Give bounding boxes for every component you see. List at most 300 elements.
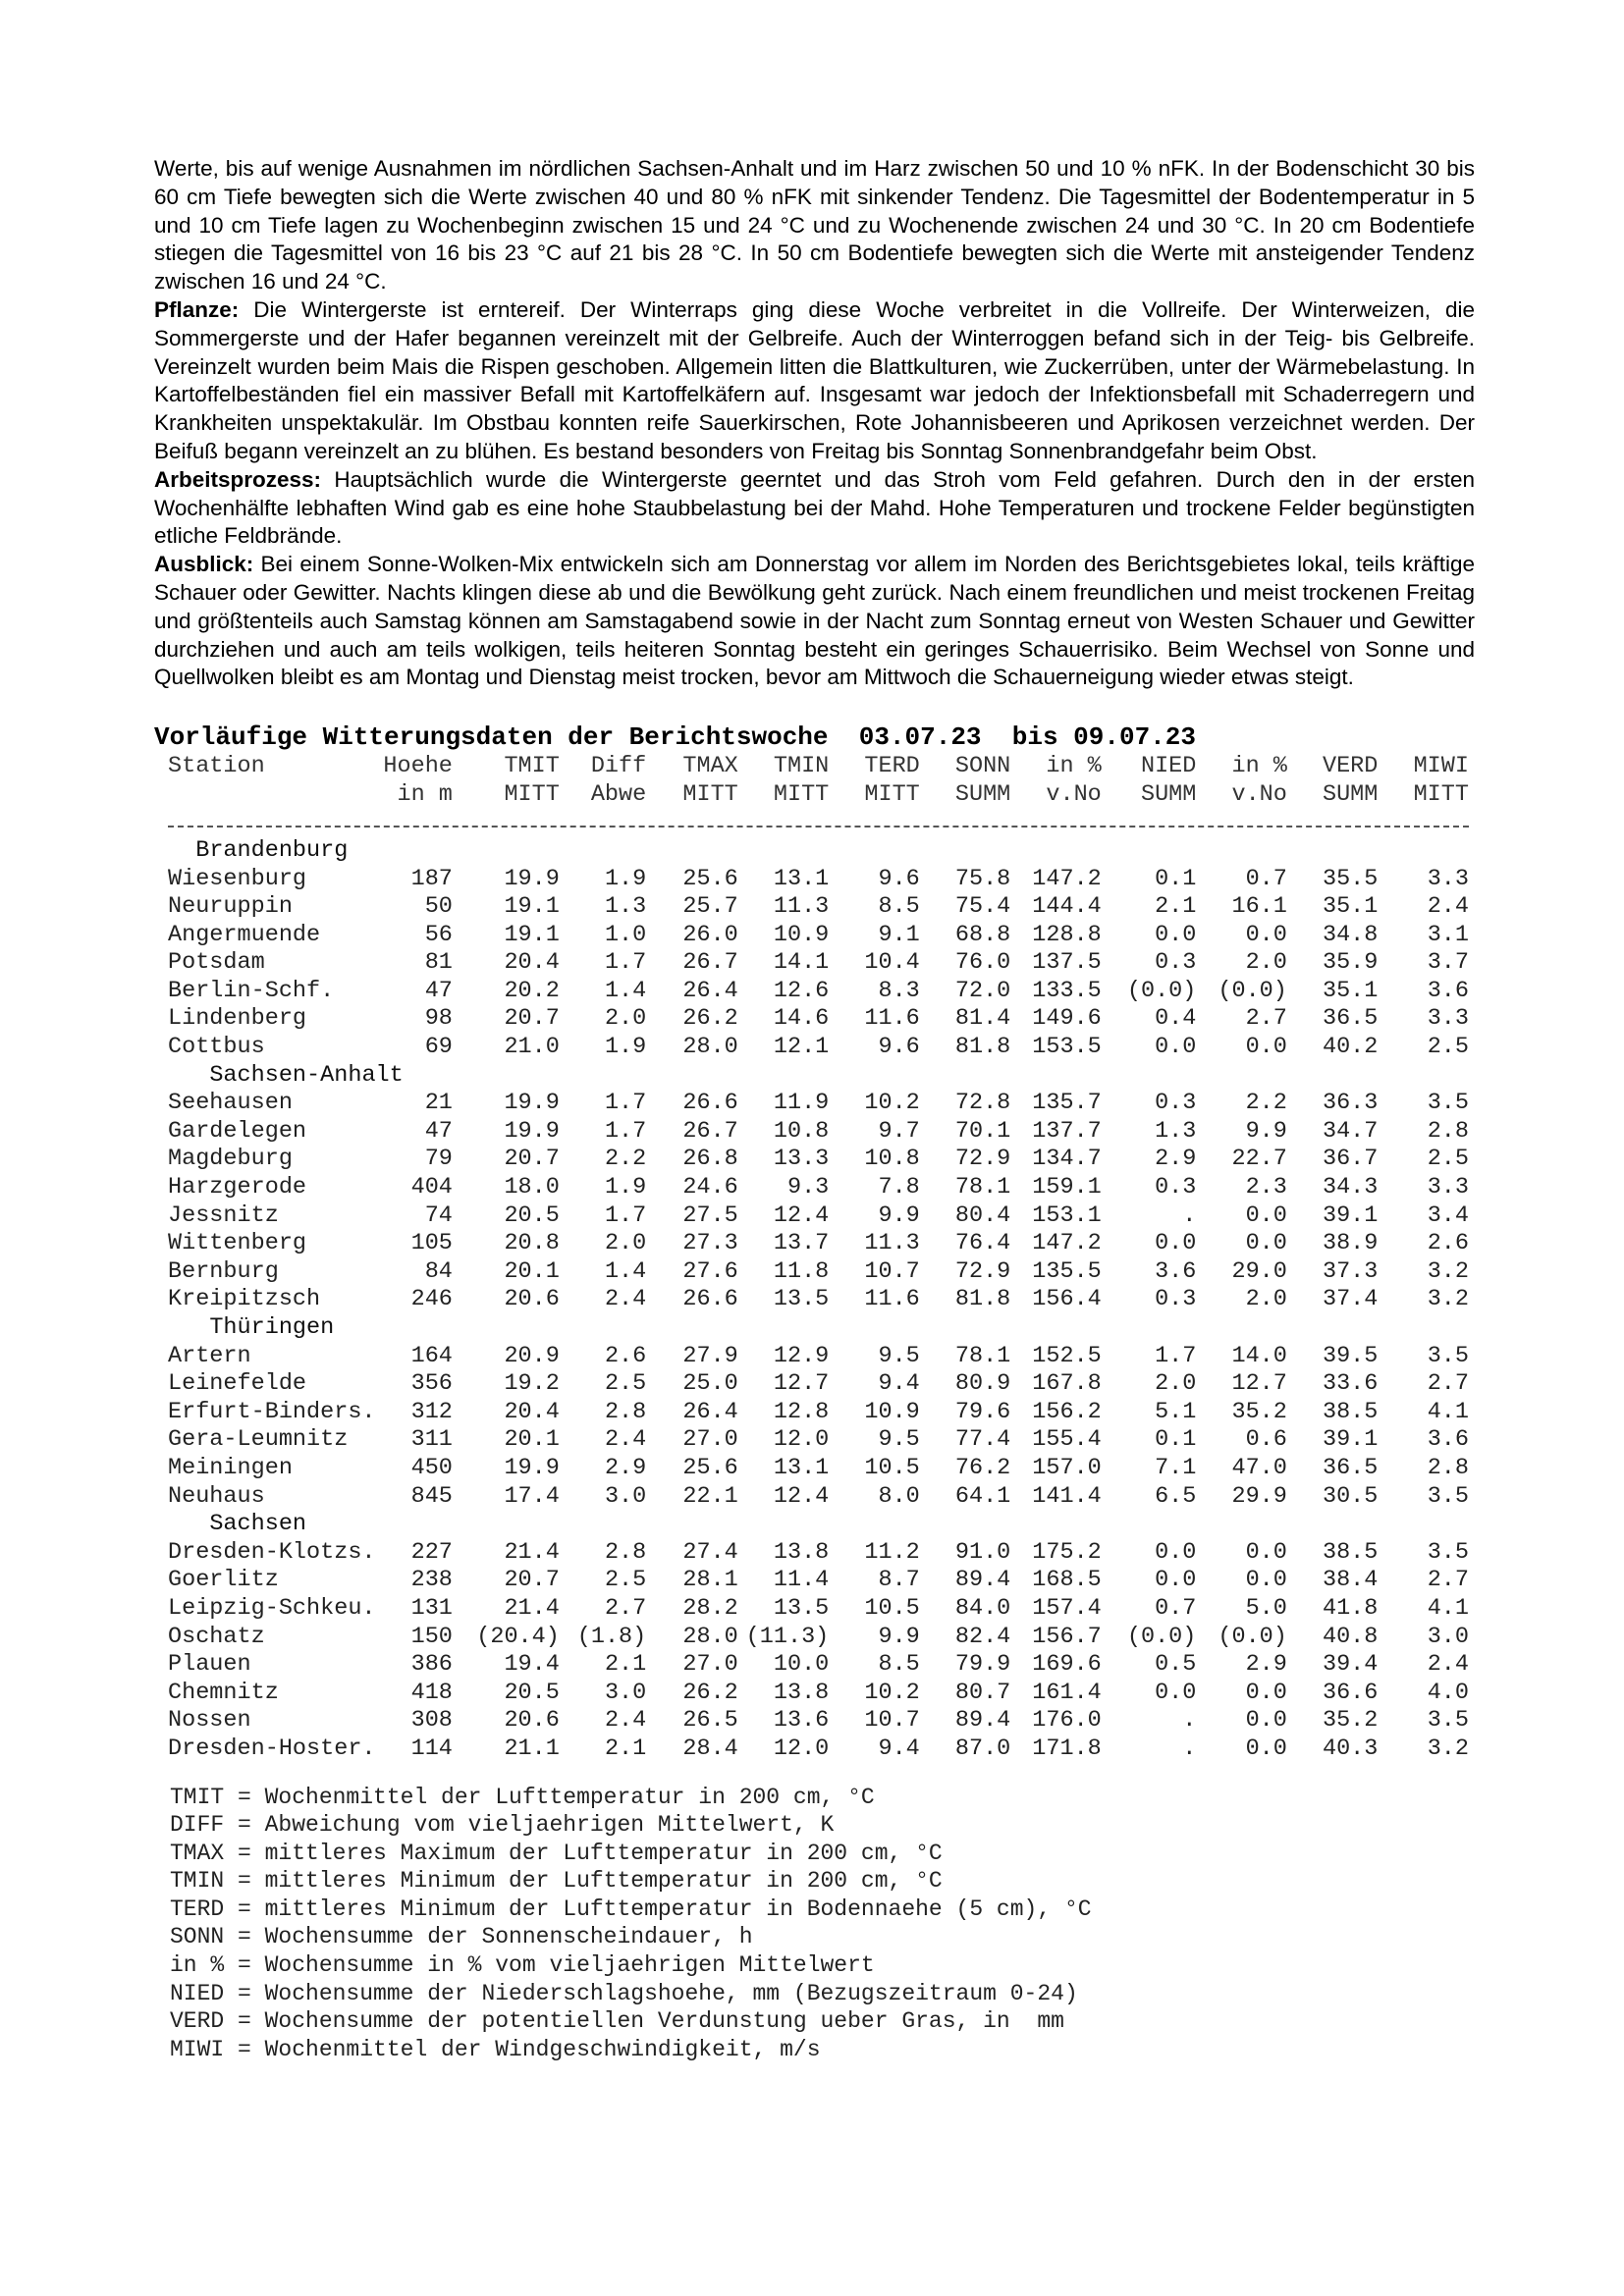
region-name (168, 1511, 1469, 1539)
table-cell: 149.6 (1032, 1005, 1102, 1033)
table-cell: 2.4 (604, 1286, 647, 1313)
table-cell: 26.8 (682, 1146, 738, 1173)
table-cell: 69 (424, 1034, 453, 1061)
table-cell: 1.4 (604, 977, 647, 1004)
table-cell: 7.1 (1155, 1454, 1197, 1481)
table-cell: 12.7 (773, 1370, 830, 1398)
table-cell: 10.5 (864, 1454, 920, 1481)
table-row (168, 1370, 1469, 1399)
table-cell: 10.5 (864, 1594, 920, 1622)
station-name: Berlin-Schf. (168, 977, 335, 1004)
table-cell: 19.1 (504, 921, 560, 948)
table-cell: 153.1 (1032, 1201, 1102, 1229)
table-cell: (0.0) (1218, 977, 1287, 1004)
table-cell: 36.5 (1322, 1005, 1379, 1033)
table-cell: 79.6 (954, 1398, 1011, 1425)
table-row (168, 1202, 1469, 1231)
table-cell: 26.6 (682, 1090, 738, 1117)
station-name: Plauen (168, 1651, 251, 1679)
table-cell: 0.3 (1155, 1174, 1197, 1201)
table-cell: 105 (410, 1230, 453, 1257)
table-cell: 3.0 (1427, 1623, 1469, 1650)
table-cell: 0.3 (1155, 1090, 1197, 1117)
table-cell: 79.9 (954, 1651, 1011, 1679)
table-cell: 0.0 (1245, 1538, 1287, 1566)
table-row (168, 978, 1469, 1006)
table-cell: 77.4 (954, 1426, 1011, 1454)
table-cell: 10.9 (864, 1398, 920, 1425)
table-cell: 10.8 (773, 1117, 830, 1145)
column-header: SUMM (1322, 780, 1379, 808)
table-cell: 78.1 (954, 1174, 1011, 1201)
column-header (168, 781, 381, 810)
table-cell: 41.8 (1322, 1594, 1379, 1622)
column-header: MITT (773, 780, 830, 808)
table-row (168, 1034, 1469, 1062)
table-header-row (168, 781, 1469, 810)
table-cell: 20.1 (504, 1257, 560, 1285)
table-cell: 47 (424, 1117, 453, 1145)
table-cell: 1.0 (604, 921, 647, 948)
table-cell: 13.5 (773, 1594, 830, 1622)
table-cell: 9.6 (878, 865, 920, 892)
table-cell: 238 (410, 1567, 453, 1594)
table-cell: 845 (410, 1482, 453, 1510)
table-cell: 78.1 (954, 1342, 1011, 1369)
table-cell: 8.0 (878, 1482, 920, 1510)
table-row (168, 1426, 1469, 1455)
table-cell: 404 (410, 1174, 453, 1201)
table-cell: 20.8 (504, 1230, 560, 1257)
legend-item: TMIN = mittleres Minimum der Lufttemperatur in 200 cm, °C (170, 1868, 943, 1895)
table-cell: 12.1 (773, 1034, 830, 1061)
table-cell: 9.9 (1245, 1117, 1287, 1145)
table-cell: 2.5 (1427, 1146, 1469, 1173)
table-cell: 20.4 (504, 949, 560, 977)
table-cell: 21.4 (504, 1538, 560, 1566)
table-cell: 33.6 (1322, 1370, 1379, 1398)
table-cell: 161.4 (1032, 1679, 1102, 1706)
table-cell: 81.8 (954, 1034, 1011, 1061)
table-cell: 13.8 (773, 1538, 830, 1566)
table-cell: 0.0 (1155, 1679, 1197, 1706)
table-cell: 2.8 (604, 1398, 647, 1425)
table-row (168, 893, 1469, 922)
table-cell: 40.2 (1322, 1034, 1379, 1061)
table-cell: 20.7 (504, 1567, 560, 1594)
region-label: Brandenburg (195, 836, 349, 864)
table-cell: 0.0 (1245, 1707, 1287, 1735)
table-cell: 386 (410, 1651, 453, 1679)
table-row (168, 866, 1469, 894)
table-cell: 11.9 (773, 1090, 830, 1117)
region-label: Sachsen-Anhalt (209, 1061, 404, 1089)
column-header: MITT (864, 780, 920, 808)
table-cell: 34.8 (1322, 921, 1379, 948)
table-cell: 1.7 (604, 1117, 647, 1145)
table-cell: 2.8 (604, 1538, 647, 1566)
table-cell: 89.4 (954, 1707, 1011, 1735)
table-cell: 0.0 (1245, 921, 1287, 948)
table-cell: 9.4 (878, 1735, 920, 1762)
table-cell: 35.9 (1322, 949, 1379, 977)
station-name: Harzgerode (168, 1174, 307, 1201)
table-cell: 12.9 (773, 1342, 830, 1369)
table-cell: 10.4 (864, 949, 920, 977)
table-cell: 169.6 (1032, 1651, 1102, 1679)
table-cell: 35.1 (1322, 893, 1379, 921)
table-separator (168, 809, 1469, 837)
table-cell: 81.4 (954, 1005, 1011, 1033)
table-cell: 10.8 (864, 1146, 920, 1173)
table-cell: 3.3 (1427, 1174, 1469, 1201)
table-cell: 2.0 (1245, 949, 1287, 977)
table-cell: 35.5 (1322, 865, 1379, 892)
table-cell: 2.0 (1245, 1286, 1287, 1313)
table-cell: 9.9 (878, 1623, 920, 1650)
table-cell: 26.7 (682, 1117, 738, 1145)
station-name: Cottbus (168, 1034, 265, 1061)
table-cell: 12.0 (773, 1735, 830, 1762)
table-cell: 137.5 (1032, 949, 1102, 977)
table-cell: 9.4 (878, 1370, 920, 1398)
table-cell: 2.5 (604, 1370, 647, 1398)
table-cell: . (1182, 1707, 1197, 1735)
station-name: Goerlitz (168, 1567, 279, 1594)
table-cell: 12.4 (773, 1482, 830, 1510)
legend-item: SONN = Wochensumme der Sonnenscheindauer, h (170, 1924, 753, 1950)
table-cell: 34.7 (1322, 1117, 1379, 1145)
table-cell: 10.2 (864, 1679, 920, 1706)
table-cell: 26.4 (682, 977, 738, 1004)
table-row (168, 949, 1469, 978)
table-cell: 29.9 (1231, 1482, 1287, 1510)
region-name (168, 1062, 1469, 1091)
column-header: SUMM (954, 780, 1011, 808)
station-name: Chemnitz (168, 1679, 279, 1706)
table-cell: 3.3 (1427, 865, 1469, 892)
table-row (168, 1539, 1469, 1568)
paragraph-outlook (154, 551, 1475, 692)
table-cell: 9.1 (878, 921, 920, 948)
column-header: TMAX (682, 753, 738, 780)
table-cell: 56 (424, 921, 453, 948)
legend-item: TERD = mittleres Minimum der Lufttemperatur in Bodennaehe (5 cm), °C (170, 1896, 1092, 1922)
table-cell: 0.3 (1155, 949, 1197, 977)
table-cell: 70.1 (954, 1117, 1011, 1145)
table-cell: 10.7 (864, 1707, 920, 1735)
table-cell: 50 (424, 893, 453, 921)
table-cell: 3.2 (1427, 1257, 1469, 1285)
table-cell: 2.4 (1427, 893, 1469, 921)
table-cell: 157.4 (1032, 1594, 1102, 1622)
table-cell: 12.0 (773, 1426, 830, 1454)
table-cell: 24.6 (682, 1174, 738, 1201)
table-cell: 156.7 (1032, 1623, 1102, 1650)
table-cell: 2.4 (604, 1707, 647, 1735)
table-cell: 0.0 (1155, 1230, 1197, 1257)
table-cell: 27.5 (682, 1201, 738, 1229)
table-cell: 25.6 (682, 865, 738, 892)
station-name: Gardelegen (168, 1117, 307, 1145)
table-cell: 21 (424, 1090, 453, 1117)
table-row (168, 1343, 1469, 1371)
table-cell: 3.5 (1427, 1538, 1469, 1566)
column-header: MITT (504, 780, 560, 808)
station-name: Leinefelde (168, 1370, 307, 1398)
table-cell: 2.9 (1245, 1651, 1287, 1679)
table-cell: 39.5 (1322, 1342, 1379, 1369)
weather-data-table (168, 753, 1469, 1763)
table-cell: 227 (410, 1538, 453, 1566)
table-cell: 14.0 (1231, 1342, 1287, 1369)
region-indent (168, 1314, 209, 1341)
table-cell: 311 (410, 1426, 453, 1454)
table-cell: 187 (410, 865, 453, 892)
table-cell: 21.1 (504, 1735, 560, 1762)
table-cell: 29.0 (1231, 1257, 1287, 1285)
table-cell: 26.2 (682, 1005, 738, 1033)
table-row (168, 1624, 1469, 1652)
table-cell: . (1182, 1735, 1197, 1762)
table-cell: 26.5 (682, 1707, 738, 1735)
table-cell: 0.0 (1245, 1201, 1287, 1229)
paragraph-text: Die Wintergerste ist erntereif. Der Winterraps ging diese Woche verbreitet in die Vollreife. Der Winterweizen, die Sommergerste und der Hafer begannen vereinzelt mit der Gelbreife. Auch der Winterroggen befand sich in der Teig- bis Gelbreife. Vereinzelt wurden beim Mais die Rispen geschoben. Allgemein litten die Blattkulturen, wie Zuckerrüben, unter der Wärmebelastung. In Kartoffelbeständen fiel ein massiver Befall mit Kartoffelkäfern auf. Insgesamt war jedoch der Infektionsbefall mit Schaderregern und Krankheiten unspektakulär. Im Obstbau konnten reife Sauerkirschen, Rote Johannisbeeren und Aprikosen verzeichnet werden. Der Beifuß begann vereinzelt an zu blühen. Es bestand besonders von Freitag bis Sonntag Sonnenbrandgefahr beim Obst. (154, 296, 1475, 463)
table-cell: 36.7 (1322, 1146, 1379, 1173)
station-name: Neuhaus (168, 1482, 265, 1510)
table-cell: 81.8 (954, 1286, 1011, 1313)
legend-item: NIED = Wochensumme der Niederschlagshoehe, mm (Bezugszeitraum 0-24) (170, 1980, 1078, 2006)
table-cell: 20.4 (504, 1398, 560, 1425)
table-cell: 13.7 (773, 1230, 830, 1257)
table-cell: 39.4 (1322, 1651, 1379, 1679)
table-cell: 155.4 (1032, 1426, 1102, 1454)
table-cell: 75.4 (954, 893, 1011, 921)
table-cell: 150 (410, 1623, 453, 1650)
table-cell: 0.0 (1245, 1567, 1287, 1594)
station-name: Dresden-Klotzs. (168, 1538, 376, 1566)
table-cell: 13.3 (773, 1146, 830, 1173)
table-cell: 1.7 (604, 949, 647, 977)
table-cell: 1.7 (1155, 1342, 1197, 1369)
table-cell: 1.4 (604, 1257, 647, 1285)
table-cell: 3.1 (1427, 921, 1469, 948)
table-cell: 0.0 (1245, 1679, 1287, 1706)
station-name: Wiesenburg (168, 865, 307, 892)
table-cell: 13.1 (773, 1454, 830, 1481)
table-cell: 2.9 (604, 1454, 647, 1481)
station-name: Magdeburg (168, 1146, 293, 1173)
table-cell: 84.0 (954, 1594, 1011, 1622)
station-name: Bernburg (168, 1257, 279, 1285)
table-row (168, 1146, 1469, 1174)
table-cell: 171.8 (1032, 1735, 1102, 1762)
table-cell: 2.4 (1427, 1651, 1469, 1679)
paragraph-plant (154, 296, 1475, 466)
table-cell: 10.2 (864, 1090, 920, 1117)
table-cell: 135.7 (1032, 1090, 1102, 1117)
station-name: Erfurt-Binders. (168, 1398, 376, 1425)
table-cell: 0.1 (1155, 1426, 1197, 1454)
table-cell: 4.1 (1427, 1398, 1469, 1425)
table-cell: 38.4 (1322, 1567, 1379, 1594)
table-cell: 82.4 (954, 1623, 1011, 1650)
table-cell: 3.5 (1427, 1090, 1469, 1117)
table-cell: (0.0) (1126, 977, 1197, 1004)
table-cell: 19.1 (504, 893, 560, 921)
table-cell: . (1182, 1201, 1197, 1229)
region-indent (168, 837, 195, 864)
column-header: Abwe (590, 780, 647, 808)
table-cell: 19.9 (504, 1090, 560, 1117)
station-name: Leipzig-Schkeu. (168, 1594, 376, 1622)
table-cell: 36.3 (1322, 1090, 1379, 1117)
table-cell: 20.7 (504, 1005, 560, 1033)
table-cell: 25.7 (682, 893, 738, 921)
column-header: TMIT (504, 753, 560, 780)
column-header: TMIN (773, 753, 830, 780)
table-cell: 2.8 (1427, 1454, 1469, 1481)
region-name (168, 1314, 1469, 1343)
column-header: v.No (1046, 780, 1102, 808)
table-row (168, 1230, 1469, 1258)
table-row (168, 1286, 1469, 1314)
table-cell: 68.8 (954, 921, 1011, 948)
table-cell: 19.9 (504, 865, 560, 892)
table-cell: 2.0 (604, 1230, 647, 1257)
legend-item: TMIT = Wochenmittel der Lufttemperatur in 200 cm, °C (170, 1784, 875, 1810)
table-cell: 81 (424, 949, 453, 977)
table-cell: (1.8) (576, 1623, 647, 1650)
table-cell: 75.8 (954, 865, 1011, 892)
table-cell: 40.3 (1322, 1735, 1379, 1762)
table-cell: 25.0 (682, 1370, 738, 1398)
table-cell: 38.5 (1322, 1398, 1379, 1425)
table-cell: 3.5 (1427, 1482, 1469, 1510)
table-cell: 6.5 (1155, 1482, 1197, 1510)
table-cell: 87.0 (954, 1735, 1011, 1762)
table-cell: 8.7 (878, 1567, 920, 1594)
table-cell: 12.7 (1231, 1370, 1287, 1398)
table-cell: 40.8 (1322, 1623, 1379, 1650)
table-cell: 11.3 (773, 893, 830, 921)
table-cell: 3.6 (1427, 977, 1469, 1004)
station-name: Artern (168, 1342, 251, 1369)
table-cell: 20.5 (504, 1201, 560, 1229)
table-cell: 2.1 (1155, 893, 1197, 921)
table-cell: 21.4 (504, 1594, 560, 1622)
table-cell: 20.9 (504, 1342, 560, 1369)
table-cell: 16.1 (1231, 893, 1287, 921)
table-row (168, 1399, 1469, 1427)
table-cell: 1.3 (1155, 1117, 1197, 1145)
column-header: in % (1046, 753, 1102, 780)
column-header: in % (1231, 753, 1287, 780)
document-page (154, 155, 1475, 2063)
table-cell: 19.9 (504, 1454, 560, 1481)
table-cell: 0.4 (1155, 1005, 1197, 1033)
table-cell: 3.0 (604, 1482, 647, 1510)
column-header: SONN (954, 753, 1011, 780)
table-cell: 28.0 (682, 1623, 738, 1650)
table-cell: 34.3 (1322, 1174, 1379, 1201)
column-header: Diff (590, 753, 647, 780)
table-cell: 19.2 (504, 1370, 560, 1398)
table-cell: 13.5 (773, 1286, 830, 1313)
table-cell: 13.8 (773, 1679, 830, 1706)
table-row (168, 1005, 1469, 1034)
table-cell: 27.4 (682, 1538, 738, 1566)
table-cell: 20.2 (504, 977, 560, 1004)
table-cell: 35.2 (1231, 1398, 1287, 1425)
table-cell: 25.6 (682, 1454, 738, 1481)
table-cell: 5.1 (1155, 1398, 1197, 1425)
station-name: Gera-Leumnitz (168, 1426, 349, 1454)
table-cell: 2.2 (1245, 1090, 1287, 1117)
table-cell: 175.2 (1032, 1538, 1102, 1566)
table-row (168, 1567, 1469, 1595)
table-cell: 156.2 (1032, 1398, 1102, 1425)
table-cell: 2.3 (1245, 1174, 1287, 1201)
table-cell: 2.4 (604, 1426, 647, 1454)
legend-item: DIFF = Abweichung vom vieljaehrigen Mittelwert, K (170, 1812, 835, 1839)
region-name (168, 837, 1469, 866)
table-cell: 156.4 (1032, 1286, 1102, 1313)
table-cell: 37.4 (1322, 1286, 1379, 1313)
table-cell: 3.6 (1155, 1257, 1197, 1285)
report-text (154, 155, 1475, 692)
table-title: Vorläufige Witterungsdaten der Berichtswoche 03.07.23 bis 09.07.23 (154, 722, 1196, 753)
table-cell: 2.6 (604, 1342, 647, 1369)
table-cell: 11.2 (864, 1538, 920, 1566)
table-cell: 35.1 (1322, 977, 1379, 1004)
table-cell: 47.0 (1231, 1454, 1287, 1481)
table-cell: 14.1 (773, 949, 830, 977)
table-cell: 2.8 (1427, 1117, 1469, 1145)
table-cell: 8.3 (878, 977, 920, 1004)
table-cell: 0.1 (1155, 865, 1197, 892)
paragraph-work (154, 466, 1475, 551)
table-cell: 356 (410, 1370, 453, 1398)
column-header: Hoehe (383, 753, 453, 780)
table-cell: 0.5 (1155, 1651, 1197, 1679)
table-cell: 147.2 (1032, 1230, 1102, 1257)
table-cell: 2.6 (1427, 1230, 1469, 1257)
table-cell: 0.7 (1245, 865, 1287, 892)
table-cell: 26.6 (682, 1286, 738, 1313)
table-cell: 13.1 (773, 865, 830, 892)
table-row (168, 1258, 1469, 1287)
table-cell: 167.8 (1032, 1370, 1102, 1398)
table-row (168, 1707, 1469, 1735)
table-cell: 135.5 (1032, 1257, 1102, 1285)
table-cell: 64.1 (954, 1482, 1011, 1510)
station-name: Oschatz (168, 1623, 265, 1650)
region-label: Thüringen (209, 1314, 335, 1342)
table-cell: 74 (424, 1201, 453, 1229)
table-cell: (0.0) (1126, 1623, 1197, 1650)
table-cell: 39.1 (1322, 1426, 1379, 1454)
station-name: Jessnitz (168, 1201, 279, 1229)
table-cell: 26.0 (682, 921, 738, 948)
table-row (168, 1090, 1469, 1118)
table-cell: 418 (410, 1679, 453, 1706)
table-cell: 0.7 (1155, 1594, 1197, 1622)
table-cell: 27.3 (682, 1230, 738, 1257)
legend-item: MIWI = Wochenmittel der Windgeschwindigkeit, m/s (170, 2036, 821, 2062)
table-cell: 141.4 (1032, 1482, 1102, 1510)
table-cell: 5.0 (1245, 1594, 1287, 1622)
